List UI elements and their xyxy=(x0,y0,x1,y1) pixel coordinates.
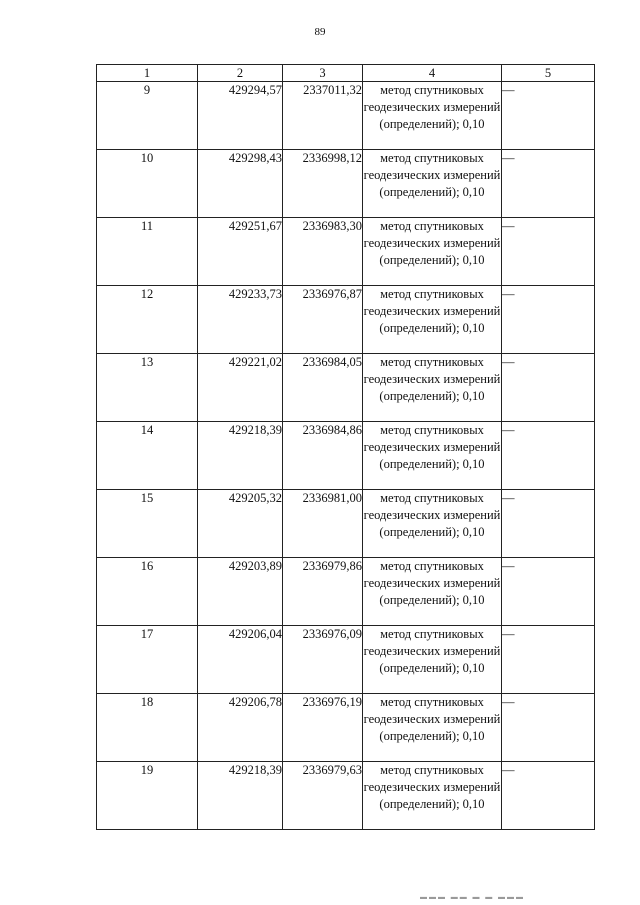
x-coordinate-cell: 429294,57 xyxy=(198,82,283,150)
y-coordinate-cell: 2336979,86 xyxy=(283,558,363,626)
point-number-cell: 14 xyxy=(97,422,198,490)
y-coordinate-cell: 2336979,63 xyxy=(283,762,363,830)
header-row xyxy=(97,65,595,82)
x-coordinate-cell: 429205,32 xyxy=(198,490,283,558)
method-cell: метод спутниковых геодезических измерений (определений); 0,10 xyxy=(363,150,502,218)
table-row xyxy=(97,286,595,354)
point-number-cell: 11 xyxy=(97,218,198,286)
point-number-cell: 18 xyxy=(97,694,198,762)
method-cell: метод спутниковых геодезических измерений (определений); 0,10 xyxy=(363,422,502,490)
x-coordinate-cell: 429218,39 xyxy=(198,762,283,830)
table-row xyxy=(97,354,595,422)
x-coordinate-cell: 429251,67 xyxy=(198,218,283,286)
header-col-1: 1 xyxy=(97,65,198,82)
method-cell: метод спутниковых геодезических измерений (определений); 0,10 xyxy=(363,694,502,762)
y-coordinate-cell: 2336976,87 xyxy=(283,286,363,354)
point-number-cell: 16 xyxy=(97,558,198,626)
method-cell: метод спутниковых геодезических измерений (определений); 0,10 xyxy=(363,490,502,558)
table-row xyxy=(97,626,595,694)
table-row xyxy=(97,150,595,218)
coordinates-table xyxy=(96,64,595,830)
point-number-cell: 9 xyxy=(97,82,198,150)
table-row xyxy=(97,422,595,490)
point-number-cell: 17 xyxy=(97,626,198,694)
x-coordinate-cell: 429298,43 xyxy=(198,150,283,218)
y-coordinate-cell: 2336984,86 xyxy=(283,422,363,490)
note-cell: — xyxy=(502,762,595,830)
y-coordinate-cell: 2336976,19 xyxy=(283,694,363,762)
note-cell: — xyxy=(502,422,595,490)
method-cell: метод спутниковых геодезических измерений (определений); 0,10 xyxy=(363,82,502,150)
table-row xyxy=(97,694,595,762)
table-row xyxy=(97,762,595,830)
header-col-2: 2 xyxy=(198,65,283,82)
table-row xyxy=(97,82,595,150)
method-cell: метод спутниковых геодезических измерений (определений); 0,10 xyxy=(363,218,502,286)
method-cell: метод спутниковых геодезических измерений (определений); 0,10 xyxy=(363,286,502,354)
point-number-cell: 15 xyxy=(97,490,198,558)
table-row xyxy=(97,490,595,558)
note-cell: — xyxy=(502,490,595,558)
header-col-4: 4 xyxy=(363,65,502,82)
note-cell: — xyxy=(502,626,595,694)
y-coordinate-cell: 2336981,00 xyxy=(283,490,363,558)
note-cell: — xyxy=(502,218,595,286)
method-cell: метод спутниковых геодезических измерений (определений); 0,10 xyxy=(363,354,502,422)
page-number: 89 xyxy=(314,26,326,38)
y-coordinate-cell: 2336976,09 xyxy=(283,626,363,694)
y-coordinate-cell: 2336983,30 xyxy=(283,218,363,286)
note-cell: — xyxy=(502,286,595,354)
table-row xyxy=(97,218,595,286)
x-coordinate-cell: 429221,02 xyxy=(198,354,283,422)
point-number-cell: 12 xyxy=(97,286,198,354)
note-cell: — xyxy=(502,82,595,150)
y-coordinate-cell: 2336984,05 xyxy=(283,354,363,422)
method-cell: метод спутниковых геодезических измерений (определений); 0,10 xyxy=(363,558,502,626)
point-number-cell: 10 xyxy=(97,150,198,218)
point-number-cell: 13 xyxy=(97,354,198,422)
method-cell: метод спутниковых геодезических измерений (определений); 0,10 xyxy=(363,626,502,694)
x-coordinate-cell: 429233,73 xyxy=(198,286,283,354)
note-cell: — xyxy=(502,694,595,762)
scan-artifact: ▬▬▬ ▬▬ ▬ ▬ ▬▬▬ xyxy=(420,893,525,901)
y-coordinate-cell: 2337011,32 xyxy=(283,82,363,150)
header-col-5: 5 xyxy=(502,65,595,82)
x-coordinate-cell: 429206,78 xyxy=(198,694,283,762)
note-cell: — xyxy=(502,354,595,422)
y-coordinate-cell: 2336998,12 xyxy=(283,150,363,218)
x-coordinate-cell: 429218,39 xyxy=(198,422,283,490)
table-body xyxy=(97,82,595,830)
note-cell: — xyxy=(502,150,595,218)
table-header xyxy=(97,65,595,82)
point-number-cell: 19 xyxy=(97,762,198,830)
method-cell: метод спутниковых геодезических измерений (определений); 0,10 xyxy=(363,762,502,830)
table-row xyxy=(97,558,595,626)
x-coordinate-cell: 429203,89 xyxy=(198,558,283,626)
header-col-3: 3 xyxy=(283,65,363,82)
x-coordinate-cell: 429206,04 xyxy=(198,626,283,694)
note-cell: — xyxy=(502,558,595,626)
